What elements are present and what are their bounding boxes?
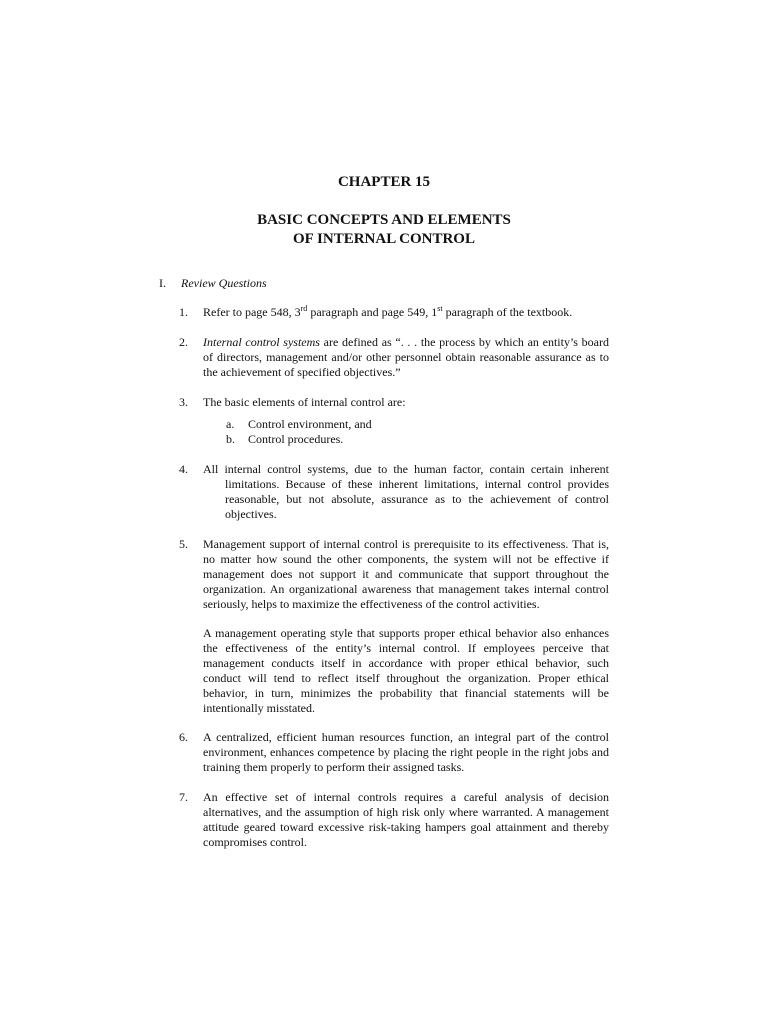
- section-label: Review Questions: [181, 276, 267, 290]
- section-number: I.: [159, 276, 166, 290]
- list-letter: b.: [226, 432, 235, 446]
- question-text: All internal control systems, due to the human factor, contain certain inherent limitations. Because of these inherent limitations, internal control provides reasonable, but not absolute, assurance as to the achievement of control objectives.: [203, 462, 609, 521]
- chapter-title: [0, 211, 768, 249]
- question-number: 7.: [179, 790, 188, 804]
- q1-text-c: paragraph of the textbook.: [442, 305, 573, 319]
- list-item-a: [226, 417, 372, 432]
- q2-definition: are defined as “. . . the process by which an entity’s board of directors, management and/or other personnel obtain reasonable assurance as to the achievement of specified objectives.”: [203, 335, 609, 379]
- question-3: [179, 395, 609, 410]
- q1-text-b: paragraph and page 549, 1: [307, 305, 438, 319]
- list-letter: a.: [226, 417, 235, 431]
- q1-text-a: Refer to page 548, 3: [203, 305, 301, 319]
- question-text: [203, 305, 609, 320]
- q1-sup-2: st: [437, 304, 443, 313]
- chapter-title-line-2: OF INTERNAL CONTROL: [293, 231, 475, 247]
- paragraph: A management operating style that supports proper ethical behavior also enhances the effectiveness of the entity’s internal control. If employees perceive that management conducts itself in accordance with proper ethical behavior, such conduct will tend to reflect itself throughout the organization. Proper ethical behavior, in turn, minimizes the probability that financial statements will be intentionally misstated.: [203, 626, 609, 715]
- question-2: [179, 335, 609, 380]
- chapter-title-line-1: BASIC CONCEPTS AND ELEMENTS: [257, 212, 511, 228]
- question-number: 4.: [179, 462, 188, 476]
- q1-sup-1: rd: [300, 304, 308, 313]
- question-number: 1.: [179, 305, 188, 319]
- question-number: 3.: [179, 395, 188, 409]
- question-text: [203, 537, 609, 716]
- chapter-heading: CHAPTER 15: [337, 174, 431, 190]
- paragraph: Management support of internal control is prerequisite to its effectiveness. That is, no matter how sound the other components, the system will not be effective if management does not support it and communicate that support throughout the organization. An organizational awareness that management takes internal control seriously, helps to maximize the effectiveness of the control activities.: [203, 537, 609, 611]
- question-4: [179, 462, 609, 522]
- question-text: The basic elements of internal control are:: [203, 395, 406, 409]
- section-heading: [159, 276, 267, 291]
- question-text: An effective set of internal controls requires a careful analysis of decision alternatives, and the assumption of high risk only where warranted. A management attitude geared toward excessive risk-taking hampers goal attainment and thereby compromises control.: [203, 790, 609, 849]
- question-number: 6.: [179, 730, 188, 744]
- question-text: A centralized, efficient human resources function, an integral part of the control environment, enhances competence by placing the right people in the right jobs and training them properly to perform their assigned tasks.: [203, 730, 609, 774]
- question-number: 2.: [179, 335, 188, 349]
- list-item-b: [226, 432, 343, 447]
- question-6: [179, 730, 609, 775]
- question-5: [179, 537, 609, 716]
- question-1: [179, 305, 609, 320]
- question-text: [203, 335, 609, 380]
- q2-term: Internal control systems: [203, 335, 320, 349]
- list-text: Control environment, and: [248, 417, 372, 431]
- question-7: [179, 790, 609, 850]
- question-number: 5.: [179, 537, 188, 551]
- list-text: Control procedures.: [248, 432, 344, 446]
